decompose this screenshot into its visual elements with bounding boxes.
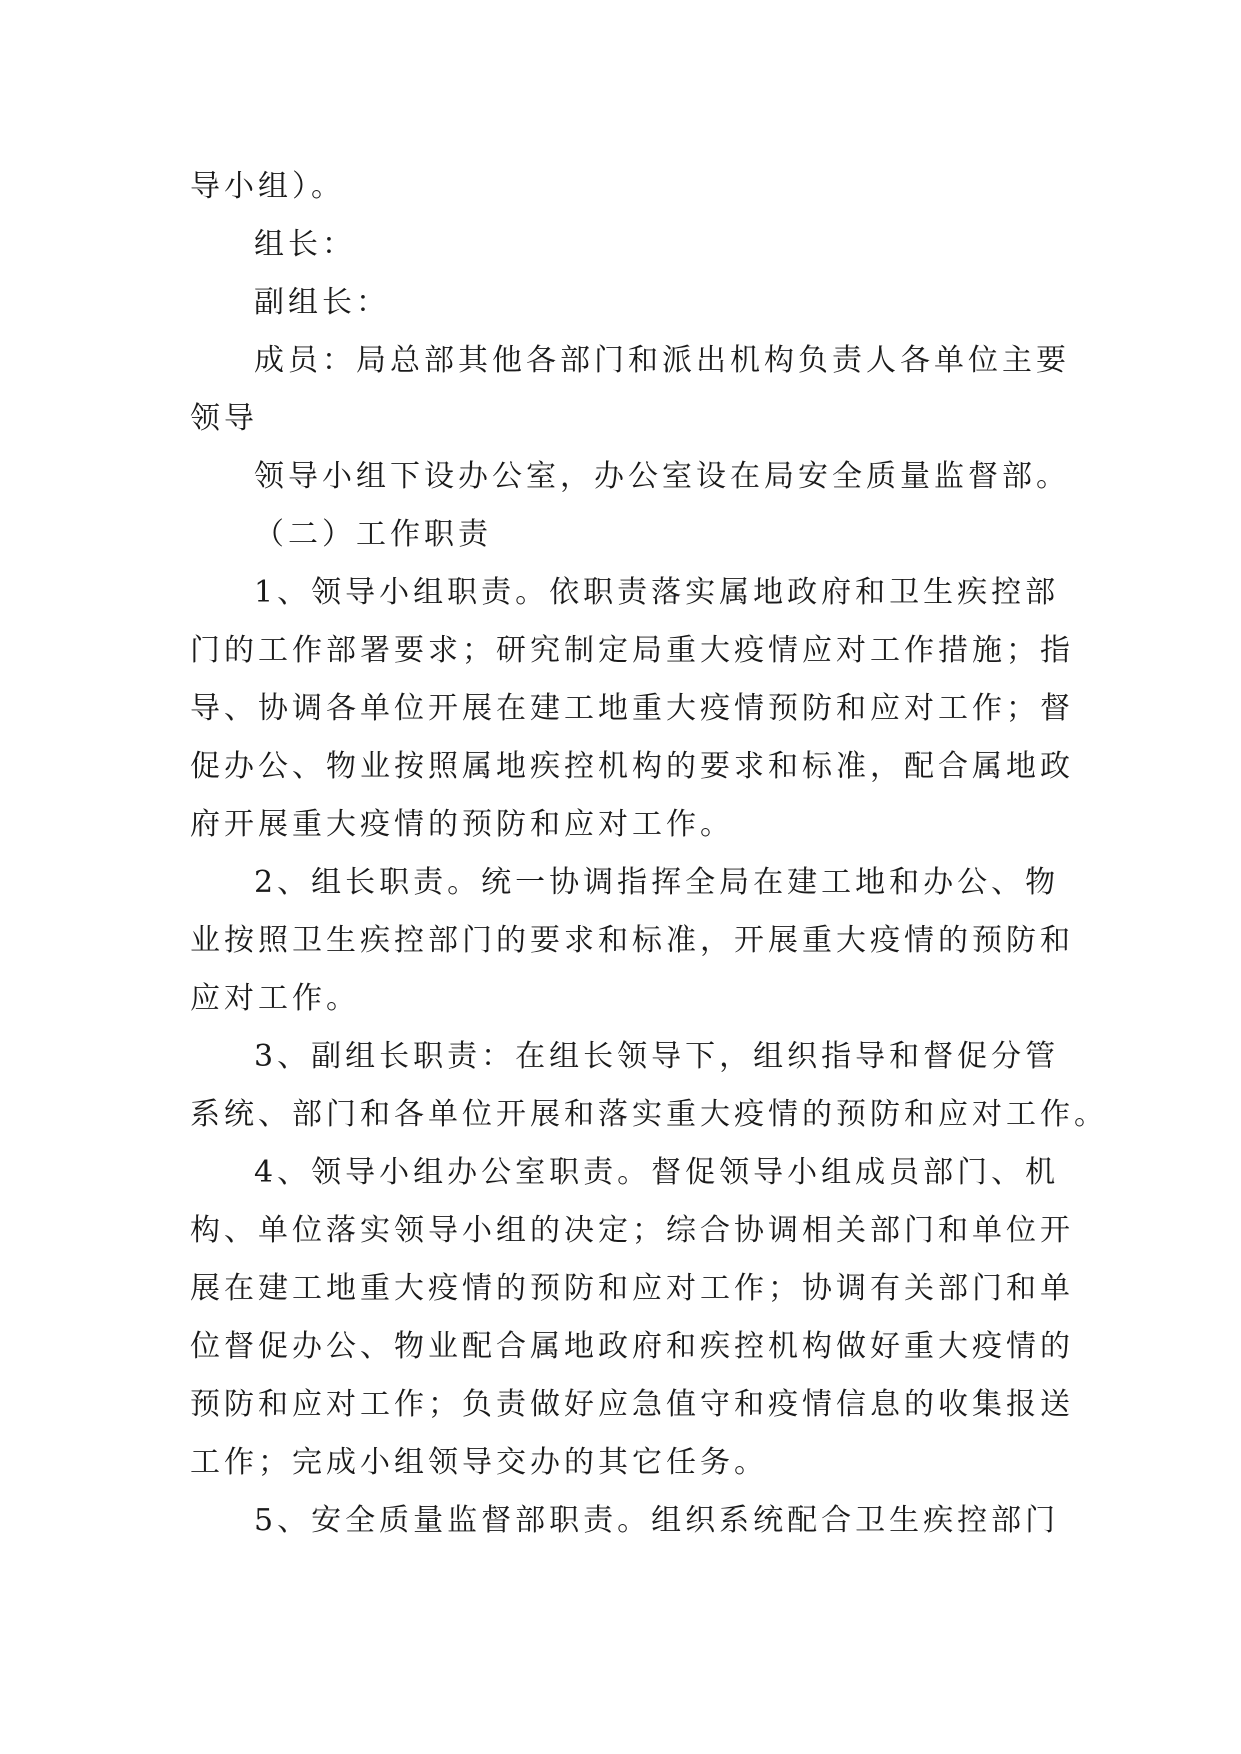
text-line: 4、领导小组办公室职责。督促领导小组成员部门、机 — [254, 1155, 1060, 1190]
text-line: 应对工作。 — [190, 981, 360, 1016]
text-line: 展在建工地重大疫情的预防和应对工作；协调有关部门和单 — [190, 1271, 1074, 1306]
text-line: 导小组）。 — [190, 169, 345, 204]
text-line: 5、安全质量监督部职责。组织系统配合卫生疾控部门 — [254, 1503, 1060, 1538]
section-heading: （二）工作职责 — [254, 517, 492, 552]
text-line: 门的工作部署要求；研究制定局重大疫情应对工作措施；指 — [190, 633, 1074, 668]
text-line: 业按照卫生疾控部门的要求和标准，开展重大疫情的预防和 — [190, 923, 1074, 958]
text-line: 导、协调各单位开展在建工地重大疫情预防和应对工作；督 — [190, 691, 1074, 726]
text-line: 领导小组下设办公室，办公室设在局安全质量监督部。 — [254, 459, 1070, 494]
text-line: 工作；完成小组领导交办的其它任务。 — [190, 1445, 768, 1480]
text-line: 2、组长职责。统一协调指挥全局在建工地和办公、物 — [254, 865, 1060, 900]
text-line: 位督促办公、物业配合属地政府和疾控机构做好重大疫情的 — [190, 1329, 1074, 1364]
text-line: 构、单位落实领导小组的决定；综合协调相关部门和单位开 — [190, 1213, 1074, 1248]
text-line: 3、副组长职责：在组长领导下，组织指导和督促分管 — [254, 1039, 1060, 1074]
text-line: 系统、部门和各单位开展和落实重大疫情的预防和应对工作。 — [190, 1097, 1108, 1132]
text-line: 组长： — [254, 227, 356, 262]
text-line: 成员：局总部其他各部门和派出机构负责人各单位主要 — [254, 343, 1070, 378]
text-line: 1、领导小组职责。依职责落实属地政府和卫生疾控部 — [254, 575, 1060, 610]
text-line: 府开展重大疫情的预防和应对工作。 — [190, 807, 734, 842]
text-line: 副组长： — [254, 285, 390, 320]
text-line: 促办公、物业按照属地疾控机构的要求和标准，配合属地政 — [190, 749, 1074, 784]
text-line: 领导 — [190, 401, 258, 436]
document-body — [190, 158, 1108, 1550]
text-line: 预防和应对工作；负责做好应急值守和疫情信息的收集报送 — [190, 1387, 1074, 1422]
